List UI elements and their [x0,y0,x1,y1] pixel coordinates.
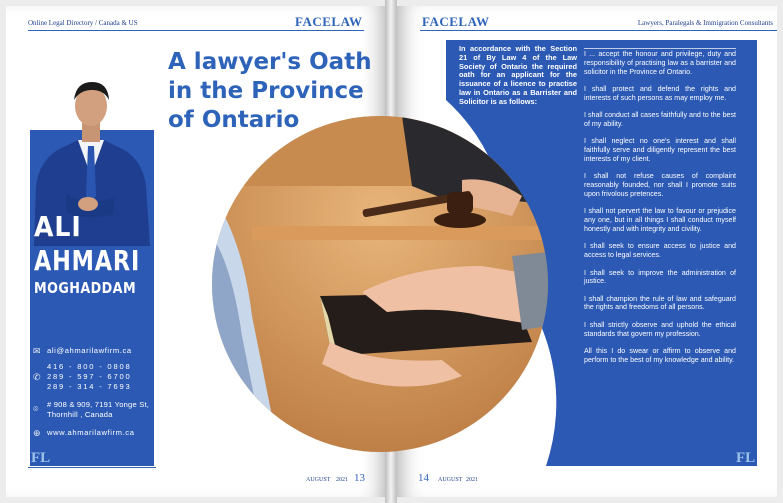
oath-text [584,50,736,373]
header-rule-left [28,30,364,31]
title-line-2: in the Province [168,78,364,104]
oath-paragraph: I shall conduct all cases faithfully and to the best of my ability. [584,111,736,128]
oath-paragraph: I shall not pervert the law to favour or prejudice any one, but in all things I shall conduct myself honestly and with integrity and civility. [584,207,736,233]
email-text[interactable]: ali@ahmarilawfirm.ca [47,346,132,355]
oath-paragraph: I ... accept the honour and privilege, duty and responsibility of practising law as a barrister and solicitor in the Province of Ontario. [584,50,736,76]
phone-row [33,362,153,392]
brand-logo-right: FACELAW [422,14,490,29]
title-line-1: A lawyer's Oath [168,49,372,75]
brand-logo-left: FACELAW [295,14,363,29]
corner-logo-left: FL [31,450,51,466]
oath-paragraph: I shall seek to improve the administration of justice. [584,268,736,286]
phone-3[interactable]: 289 - 314 - 7693 [47,382,132,391]
footer-year-right: 2021 [466,477,478,483]
phone-2[interactable]: 289 - 597 - 6700 [47,372,132,381]
corner-logo-right: FL [736,450,756,466]
footer-month-right: AUGUST [438,477,463,483]
page-number-right: 14 [418,472,429,484]
location-icon: ⌾ [33,404,39,414]
header-rule-right [420,30,777,31]
page-number-left: 13 [354,472,365,484]
footer-rule-left [28,467,156,468]
oath-paragraph: I shall protect and defend the rights and interests of such persons as may employ me. [584,84,736,102]
globe-icon: ⊕ [33,428,41,438]
oath-paragraph: I shall not refuse causes of complaint reasonably founded, nor shall I promote suits upon frivolous pretences. [584,172,736,198]
oath-paragraph: I shall champion the rule of law and safeguard the rights and freedoms of all persons. [584,294,736,312]
phone-1[interactable]: 416 - 800 - 0808 [47,362,132,371]
email-row[interactable] [33,346,153,356]
header-left-text: Online Legal Directory / Canada & US [28,19,138,27]
name-middle: AHMARI [34,244,141,277]
oath-paragraph: All this I do swear or affirm to observe and perform to the best of my knowledge and ability. [584,347,736,364]
footer-year-left: 2021 [336,477,348,483]
name-first: ALI [34,210,82,243]
footer-month-left: AUGUST [306,477,331,483]
website-row[interactable] [33,428,153,438]
oath-paragraph: I shall strictly observe and uphold the ethical standards that govern my profession. [584,320,736,338]
address-row [33,400,153,420]
oath-intro: In accordance with the Section 21 of By Law 4 of the Law Society of Ontario the required oath for an applicant for the issuance of a licence to practise law in Ontario as a Barrister and Solicitor is as follows: [459,44,577,106]
oath-divider [584,48,736,49]
lawyer-name [34,210,154,298]
address-line-1: # 908 & 909, 7191 Yonge St, [47,400,150,409]
oath-photo [212,116,548,452]
phone-icon: ✆ [33,372,41,382]
name-last: MOGHADDAM [34,279,137,297]
header-right-text: Lawyers, Paralegals & Immigration Consultants [637,19,773,27]
oath-paragraph: I shall seek to ensure access to justice and access to legal services. [584,242,736,260]
website-text[interactable]: www.ahmarilawfirm.ca [47,428,135,437]
title-line-3: of Ontario [168,107,300,133]
email-icon: ✉ [33,346,41,356]
oath-paragraph: I shall neglect no one's interest and shall faithfully serve and diligently represent the best interests of my client. [584,137,736,163]
address-line-2: Thornhill , Canada [47,410,113,419]
